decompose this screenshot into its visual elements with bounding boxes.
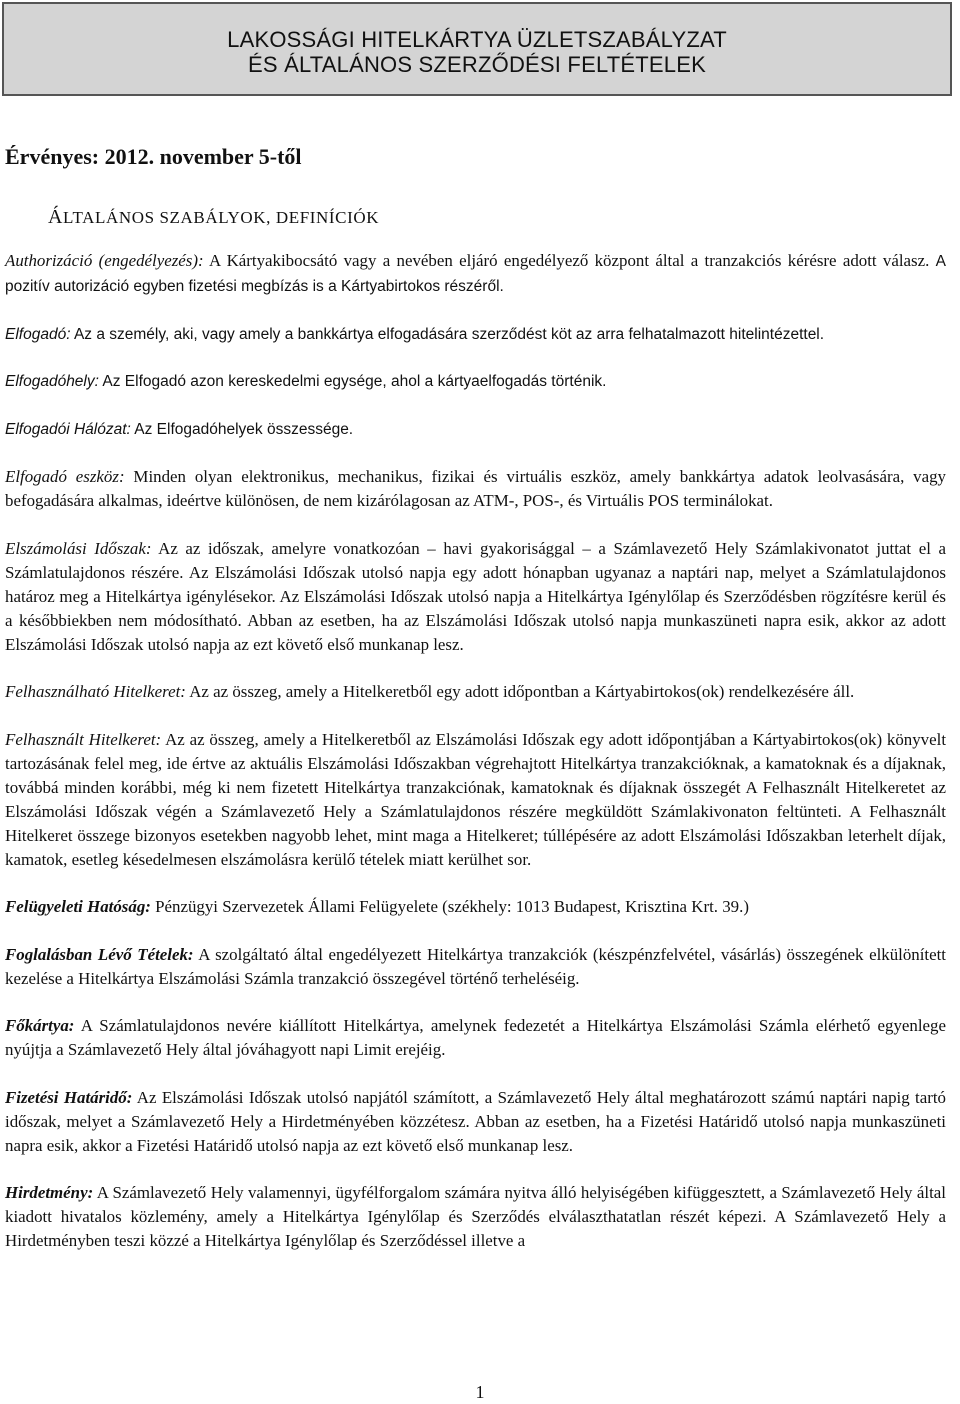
definition-elfogado: [5, 323, 946, 347]
definition-text: Az Elszámolási Időszak utolsó napjától számított, a Számlavezető Hely által meghatározott számú naptári napig tartó időszak, melyet a Számlavezető Hely a Hirdetményében közzétesz. Abban az esetben, ha a Fizetési Határidő utolsó napja munkaszüneti napra esik, akkor a Fizetési Határidő utolsó napja az ezt követő első munkanap lesz.: [5, 1087, 946, 1155]
definition-elszamolasi-idoszak: [5, 537, 946, 657]
definition-felhasznalt-hitelkeret: [5, 728, 946, 872]
definition-text: Az az összeg, amely a Hitelkeretből az Elszámolási Időszak egy adott időpontjában a Kártyabirtokos(ok) könyvelt tartozásának felel meg, ide értve az aktuális Elszámolási Időszakban végrehajtott Hitelkártya tranzakcióknak, a kamatoknak és a díjaknak, továbbá minden korábbi, még ki nem fizetett Hitelkártya tranzakciónak, kamatoknak és díjaknak összegét A Felhasznált Hitelkeretet az Elszámolási Időszak végén a Számlavezető Hely a Számlatulajdonos részére megküldött Számlakivonaton feltünteti. A Felhasznált Hitelkeret összege bizonyos esetekben nagyobb lehet, mint maga a Hitelkeret; túllépésére az adott Elszámolási Időszakban leterhelt díjak, kamatok, esetleg késedelmesen elszámolásra kerülő tételek miatt kerülhet sor.: [5, 729, 947, 869]
definition-term: Elszámolási Időszak:: [5, 538, 152, 558]
definition-foglalasban-levo-tetelek: [5, 943, 946, 991]
definition-term: Hirdetmény:: [5, 1183, 94, 1202]
definition-fokartya: [5, 1014, 946, 1062]
definition-term: Felügyeleti Hatóság:: [5, 897, 151, 916]
title-box: [2, 2, 952, 96]
section-heading-rest: LTALÁNOS SZABÁLYOK, DEFINÍCIÓK: [63, 208, 380, 227]
definition-authorizacio: [5, 249, 946, 299]
definition-term: Főkártya:: [5, 1016, 75, 1035]
definition-text: A Számlatulajdonos nevére kiállított Hitelkártya, amelynek fedezetét a Hitelkártya Elszámolási Számla elérhető egyenlege nyújtja a Számlavezető Hely által jóváhagyott napi Limit erejéig.: [5, 1016, 946, 1059]
definition-text: Pénzügyi Szervezetek Állami Felügyelete (székhely: 1013 Budapest, Krisztina Krt. 39.): [150, 897, 749, 916]
definition-text: A szolgáltató által engedélyezett Hitelkártya tranzakciók (készpénzfelvétel, vásárlás) összegének elkülönített kezelése a Hitelkártya Elszámolási Számla tranzakció összegével történő terheléséig.: [5, 944, 946, 988]
validity-date: Érvényes: 2012. november 5-től: [5, 144, 302, 169]
definition-term: Authorizáció (engedélyezés):: [5, 251, 204, 270]
definition-term: Elfogadó:: [5, 325, 71, 343]
definition-text: Az a személy, aki, vagy amely a bankkártya elfogadására szerződést köt az arra felhatalmazott hitelintézettel.: [70, 325, 825, 343]
definition-fizetesi-hatarido: [5, 1086, 946, 1158]
definition-hirdetmeny: [5, 1181, 946, 1253]
title-line-1: LAKOSSÁGI HITELKÁRTYA ÜZLETSZABÁLYZAT: [227, 27, 727, 52]
definition-text: Az az összeg, amely a Hitelkeretből egy adott időpontban a Kártyabirtokos(ok) rendelkezésére áll.: [185, 682, 855, 701]
definition-text: A Számlavezető Hely valamennyi, ügyfélforgalom számára nyitva álló helyiségében kifüggesztett, a Számlavezető Hely által kiadott hivatalos közlemény, amely a Hitelkártya Igénylőlap és Szerződés elválaszthatatlan részét képezi. A Számlavezető Hely a Hirdetményben teszi közzé a Hitelkártya Igénylőlap és Szerződéssel illetve a: [5, 1183, 946, 1250]
definition-term: Elfogadói Hálózat:: [5, 420, 131, 438]
definition-term: Felhasználható Hitelkeret:: [5, 682, 186, 701]
title-line-2: ÉS ÁLTALÁNOS SZERZŐDÉSI FELTÉTELEK: [248, 52, 706, 77]
definition-term: Felhasznált Hitelkeret:: [5, 729, 162, 749]
definition-text-extra: A pozitív autorizáció egyben fizetési megbízás is a Kártyabirtokos részéről.: [5, 253, 946, 295]
definition-felhasznalhato-hitelkeret: [5, 680, 946, 704]
definition-elfogado-eszkoz: [5, 465, 946, 513]
section-heading: [48, 206, 379, 229]
section-heading-initial: Á: [48, 206, 64, 228]
definition-text: Az Elfogadóhelyek összessége.: [130, 420, 354, 438]
page-number: 1: [475, 1382, 485, 1402]
definitions-list: [5, 249, 946, 1253]
definition-elfogadohely: [5, 370, 946, 394]
definition-text: A Kártyakibocsátó vagy a nevében eljáró engedélyező központ által a tranzakciós kérésre adott válasz.: [203, 251, 936, 270]
definition-term: Elfogadó eszköz:: [5, 467, 125, 486]
definition-text: Minden olyan elektronikus, mechanikus, fizikai és virtuális eszköz, amely bankkártya adatok leolvasására, vagy befogadására alkalmas, ideértve különösen, de nem kizárólagosan az ATM-, POS-, és Virtuális POS terminálokat.: [5, 467, 947, 510]
definition-text: Az az időszak, amelyre vonatkozóan – havi gyakorisággal – a Számlavezető Hely Számlakivonatot juttat el a Számlatulajdonos részére. Az Elszámolási Időszak utolsó napja egy adott hónapban ugyanaz a naptári nap, melyet a Számlatulajdonos határoz meg a Hitelkártya igénylésekor. Az Elszámolási Időszak utolsó napja a Hitelkártya Igénylőlap és Szerződésben rögzítésre kerül és a későbbiekben nem módosítható. Abban az esetben, ha az Elszámolási Időszak utolsó napja munkaszüneti napra esik, akkor az adott Elszámolási Időszak utolsó napja az ezt követő első munkanap lesz.: [5, 538, 946, 654]
definition-term: Fizetési Határidő:: [5, 1087, 133, 1107]
definition-text: Az Elfogadó azon kereskedelmi egysége, ahol a kártyaelfogadás történik.: [98, 373, 607, 390]
definition-term: Foglalásban Lévő Tételek:: [5, 944, 194, 964]
definition-term: Elfogadóhely:: [5, 373, 99, 390]
definition-elfogadoi-halozat: [5, 418, 946, 442]
definition-felugyeleti-hatosag: [5, 895, 946, 919]
